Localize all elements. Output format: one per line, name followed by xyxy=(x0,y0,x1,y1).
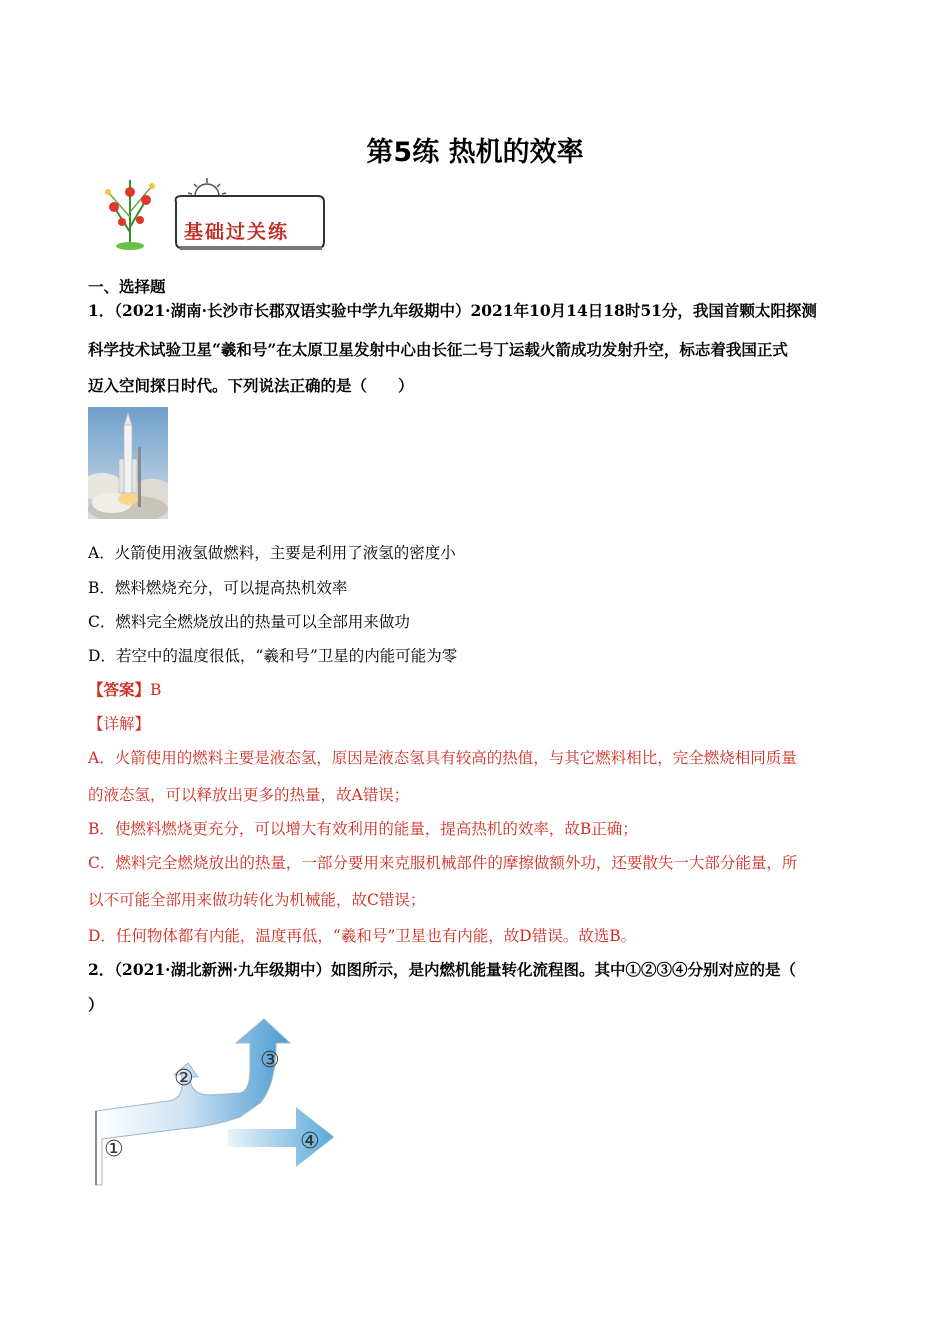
flower-icon xyxy=(105,180,155,250)
badge-label: 基础过关练 xyxy=(184,221,290,243)
marker-1: ① xyxy=(104,1137,124,1162)
q1-detail-line: 以不可能全部用来做功转化为机械能，故C错误； xyxy=(88,891,426,909)
q1-stem-line2: 科学技术试验卫星“羲和号”在太原卫星发射中心由长征二号丁运载火箭成功发射升空，标志着我国正式 xyxy=(88,340,788,359)
marker-3: ③ xyxy=(260,1048,280,1073)
q1-answer xyxy=(88,680,161,700)
q1-option-b: B．燃料燃烧充分，可以提高热机效率 xyxy=(88,579,348,597)
q1-option-d: D．若空中的温度很低，“羲和号”卫星的内能可能为零 xyxy=(88,647,458,665)
q1-detail-line: D．任何物体都有内能，温度再低，“羲和号”卫星也有内能，故D错误。故选B。 xyxy=(88,927,637,945)
answer-label: 【答案】 xyxy=(88,680,151,699)
page-title: 第5练 热机的效率 xyxy=(366,137,584,168)
marker-4: ④ xyxy=(300,1129,320,1154)
rocket-launch-image xyxy=(88,407,168,519)
energy-flow-diagram xyxy=(90,1015,350,1190)
q1-detail-line: B．使燃料燃烧更充分，可以增大有效利用的能量，提高热机的效率，故B正确； xyxy=(88,820,638,838)
q1-detail-line: 的液态氢，可以释放出更多的热量，故A错误； xyxy=(88,786,410,804)
q2-stem-line2: ） xyxy=(88,995,104,1014)
q1-detail-line: A．火箭使用的燃料主要是液态氢，原因是液态氢具有较高的热值，与其它燃料相比，完全燃烧相同质量 xyxy=(88,749,797,767)
q1-stem-line1: 1．（2021·湖南·长沙市长郡双语实验中学九年级期中）2021年10月14日18时51分，我国首颗太阳探测 xyxy=(88,301,817,320)
q1-option-a: A．火箭使用液氢做燃料，主要是利用了液氢的密度小 xyxy=(88,544,456,562)
section-heading: 一、选择题 xyxy=(88,277,166,296)
marker-2: ② xyxy=(174,1066,194,1091)
q1-detail-label: 【详解】 xyxy=(88,715,151,733)
q1-detail-line: C．燃料完全燃烧放出的热量，一部分要用来克服机械部件的摩擦做额外功，还要散失一大部分能量，所 xyxy=(88,854,798,872)
sun-icon xyxy=(188,178,226,196)
q1-option-c: C．燃料完全燃烧放出的热量可以全部用来做功 xyxy=(88,613,410,631)
q1-stem-line3: 迈入空间探日时代。下列说法正确的是（ ） xyxy=(88,376,414,395)
answer-value: B xyxy=(150,681,162,699)
q2-stem-line1: 2．（2021·湖北新洲·九年级期中）如图所示，是内燃机能量转化流程图。其中①②③④分别对应的是（ xyxy=(88,960,796,979)
